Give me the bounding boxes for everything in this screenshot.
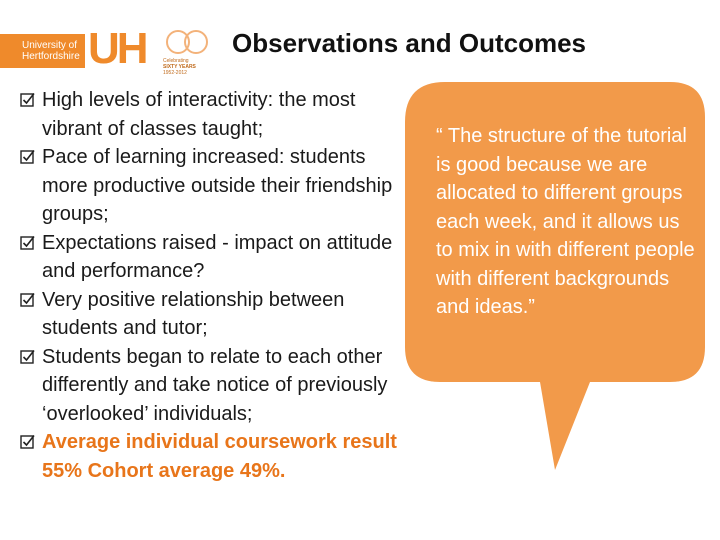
slide-title: Observations and Outcomes	[232, 28, 586, 58]
bullet-text: Students began to relate to each other differently and take notice of previously ‘overlooked’ individuals;	[42, 345, 388, 425]
logo-university-name: University of Hertfordshire	[22, 40, 80, 62]
checkbox-checked-icon	[20, 149, 35, 164]
bullet-text-highlight: Average individual coursework result 55% Cohort average 49%.	[42, 431, 397, 482]
bullet-item	[20, 428, 405, 485]
checkbox-checked-icon	[20, 92, 35, 107]
testimonial-quote: “ The structure of the tutorial is good because we are allocated to different groups each week, and it allows us to mix in with different people with different backgrounds and ideas.”	[436, 125, 695, 318]
bullet-text: High levels of interactivity: the most vibrant of classes taught;	[42, 89, 356, 140]
sixty-years-text: Celebrating SIXTY YEARS 1952-2012	[163, 58, 196, 76]
checkbox-checked-icon	[20, 235, 35, 250]
bullet-text: Pace of learning increased: students more productive outside their friendship groups;	[42, 146, 393, 225]
checkbox-checked-icon	[20, 292, 35, 307]
bullet-text: Expectations raised - impact on attitude and performance?	[42, 231, 393, 282]
bullet-item	[20, 143, 405, 229]
bullet-item	[20, 343, 405, 429]
bullet-list	[20, 86, 405, 485]
checkbox-checked-icon	[20, 434, 35, 449]
bullet-item	[20, 286, 405, 343]
bullet-item	[20, 86, 405, 143]
bullet-item	[20, 229, 405, 286]
logo-uh-letters: UH	[88, 24, 146, 73]
checkbox-checked-icon	[20, 349, 35, 364]
university-logo	[0, 24, 215, 76]
bullet-text: Very positive relationship between students and tutor;	[42, 288, 345, 339]
